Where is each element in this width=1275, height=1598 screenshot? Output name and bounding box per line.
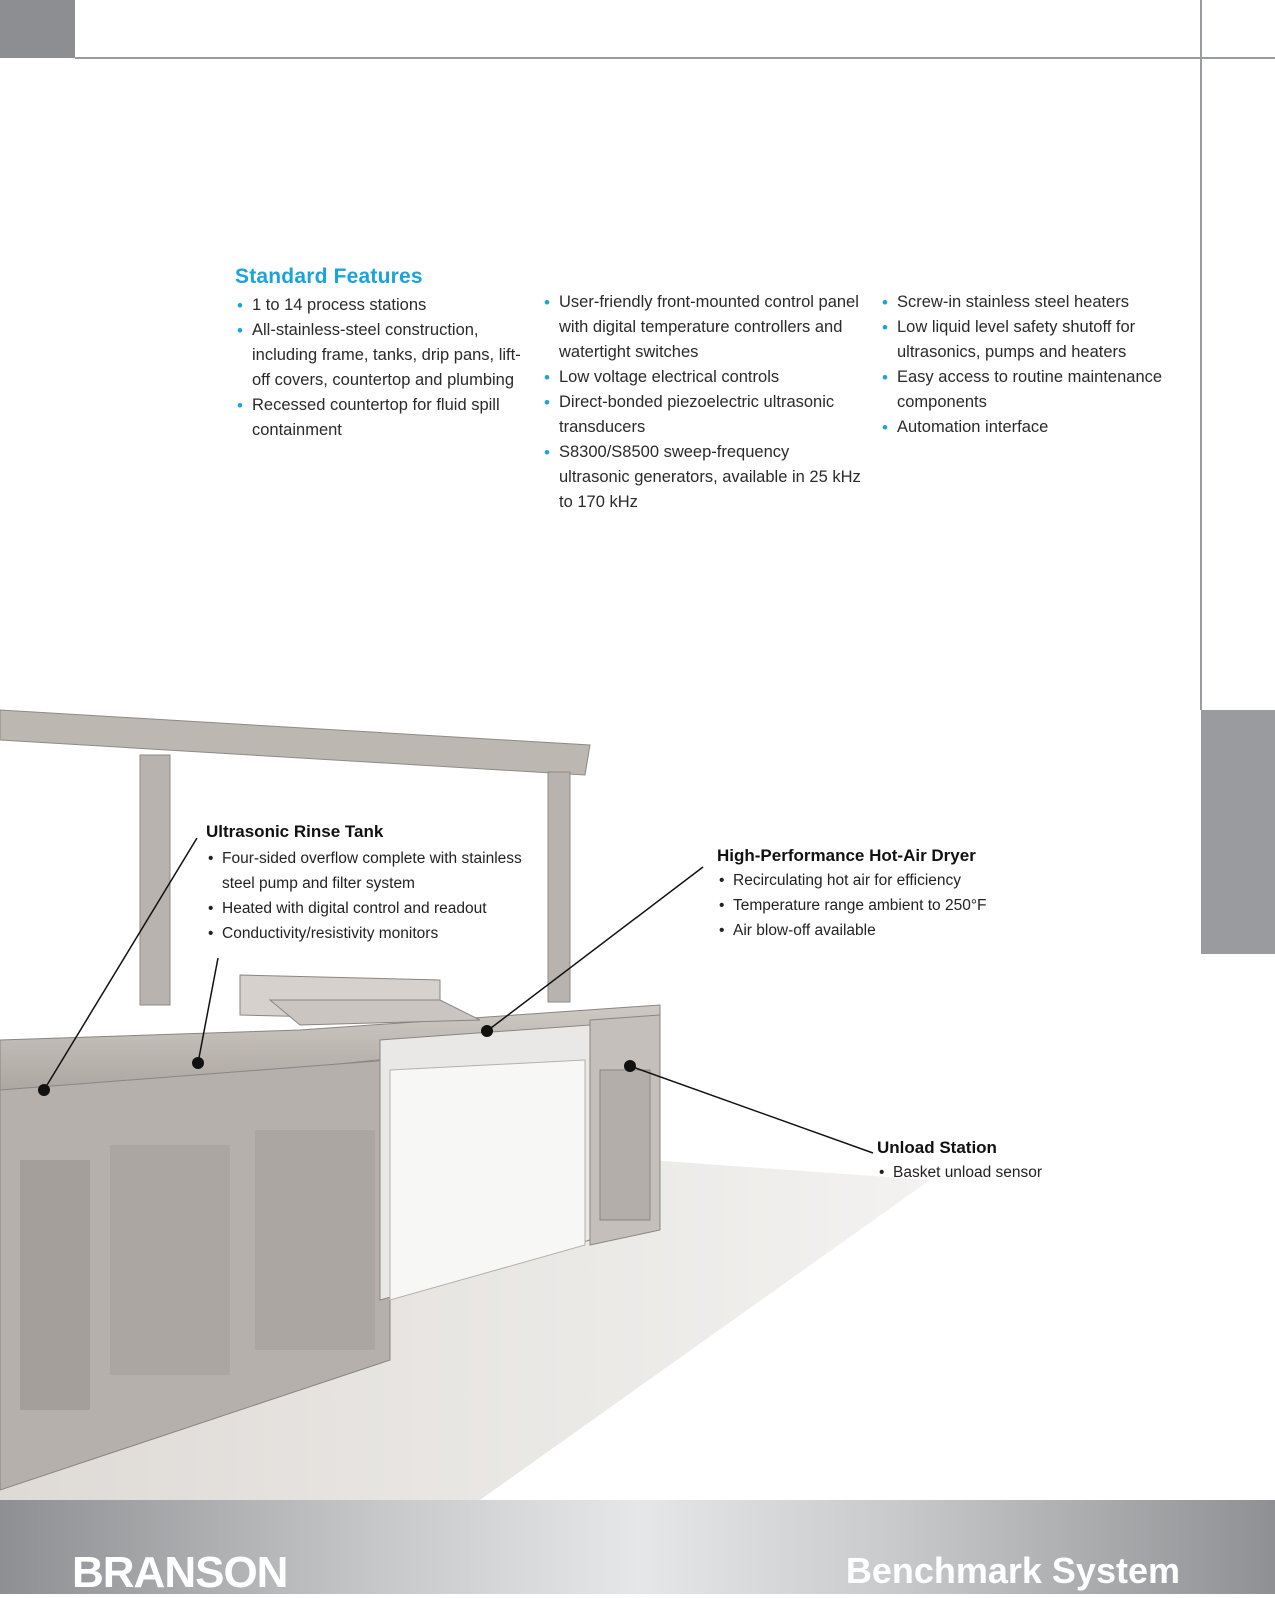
callout-hot-air-dryer — [717, 846, 1047, 943]
callout-dot — [192, 1057, 204, 1069]
feature-item: • Screw-in stainless steel heaters — [880, 290, 1190, 315]
callout-unload-station — [877, 1138, 1127, 1185]
feature-item: • Low liquid level safety shutoff for ultrasonics, pumps and heaters — [880, 315, 1190, 365]
feature-item: • Easy access to routine maintenance components — [880, 365, 1190, 415]
feature-item: • Automation interface — [880, 415, 1190, 440]
callout-item: • Temperature range ambient to 250°F — [717, 893, 1047, 918]
standard-features-title: Standard Features — [235, 265, 423, 288]
callout-rinse-tank — [206, 822, 536, 946]
feature-item: • 1 to 14 process stations — [235, 293, 525, 318]
feature-item: • User-friendly front-mounted control panel with digital temperature controllers and watertight switches — [542, 290, 862, 365]
feature-item: • Recessed countertop for fluid spill containment — [235, 393, 525, 443]
callout-dot — [481, 1025, 493, 1037]
callout-item: • Heated with digital control and readout — [206, 896, 536, 921]
callout-item: • Recirculating hot air for efficiency — [717, 868, 1047, 893]
branson-logo: BRANSON — [72, 1548, 288, 1597]
callout-title: Ultrasonic Rinse Tank — [206, 822, 384, 841]
callout-item: • Basket unload sensor — [877, 1160, 1127, 1185]
feature-item: • Direct-bonded piezoelectric ultrasonic transducers — [542, 390, 862, 440]
callout-title: Unload Station — [877, 1138, 997, 1157]
callout-dot — [624, 1060, 636, 1072]
feature-item: • S8300/S8500 sweep-frequency ultrasonic generators, available in 25 kHz to 170 kHz — [542, 440, 862, 515]
callout-item: • Conductivity/resistivity monitors — [206, 921, 536, 946]
callout-title: High-Performance Hot-Air Dryer — [717, 846, 976, 865]
callout-item: • Four-sided overflow complete with stainless steel pump and filter system — [206, 846, 536, 896]
callout-dot — [38, 1084, 50, 1096]
callout-item: • Air blow-off available — [717, 918, 1047, 943]
feature-item: • All-stainless-steel construction, including frame, tanks, drip pans, lift-off covers, countertop and plumbing — [235, 318, 525, 393]
feature-item: • Low voltage electrical controls — [542, 365, 862, 390]
product-name: Benchmark System — [845, 1550, 1180, 1591]
